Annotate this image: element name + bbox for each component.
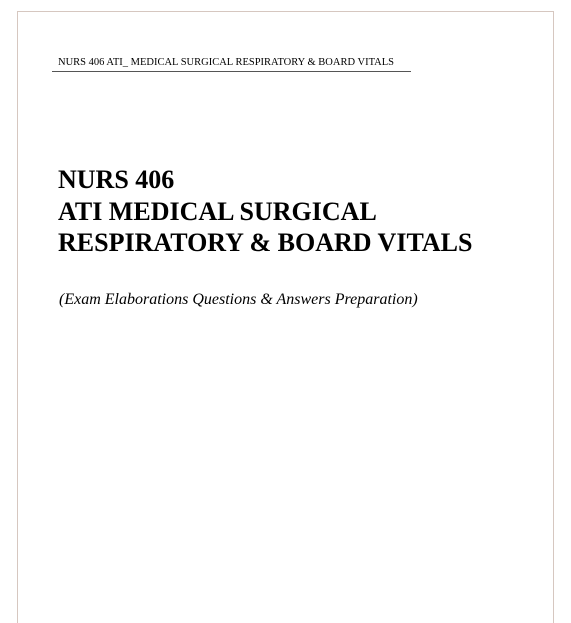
document-title [58,164,472,259]
document-page [17,11,554,623]
title-line-topic: RESPIRATORY & BOARD VITALS [58,228,473,257]
title-line-subject: ATI MEDICAL SURGICAL [58,196,377,226]
running-header: NURS 406 ATI_ MEDICAL SURGICAL RESPIRATORY & BOARD VITALS [52,56,411,72]
document-subtitle: (Exam Elaborations Questions & Answers Preparation) [59,291,418,308]
title-line-course-code: NURS 406 [58,165,175,194]
